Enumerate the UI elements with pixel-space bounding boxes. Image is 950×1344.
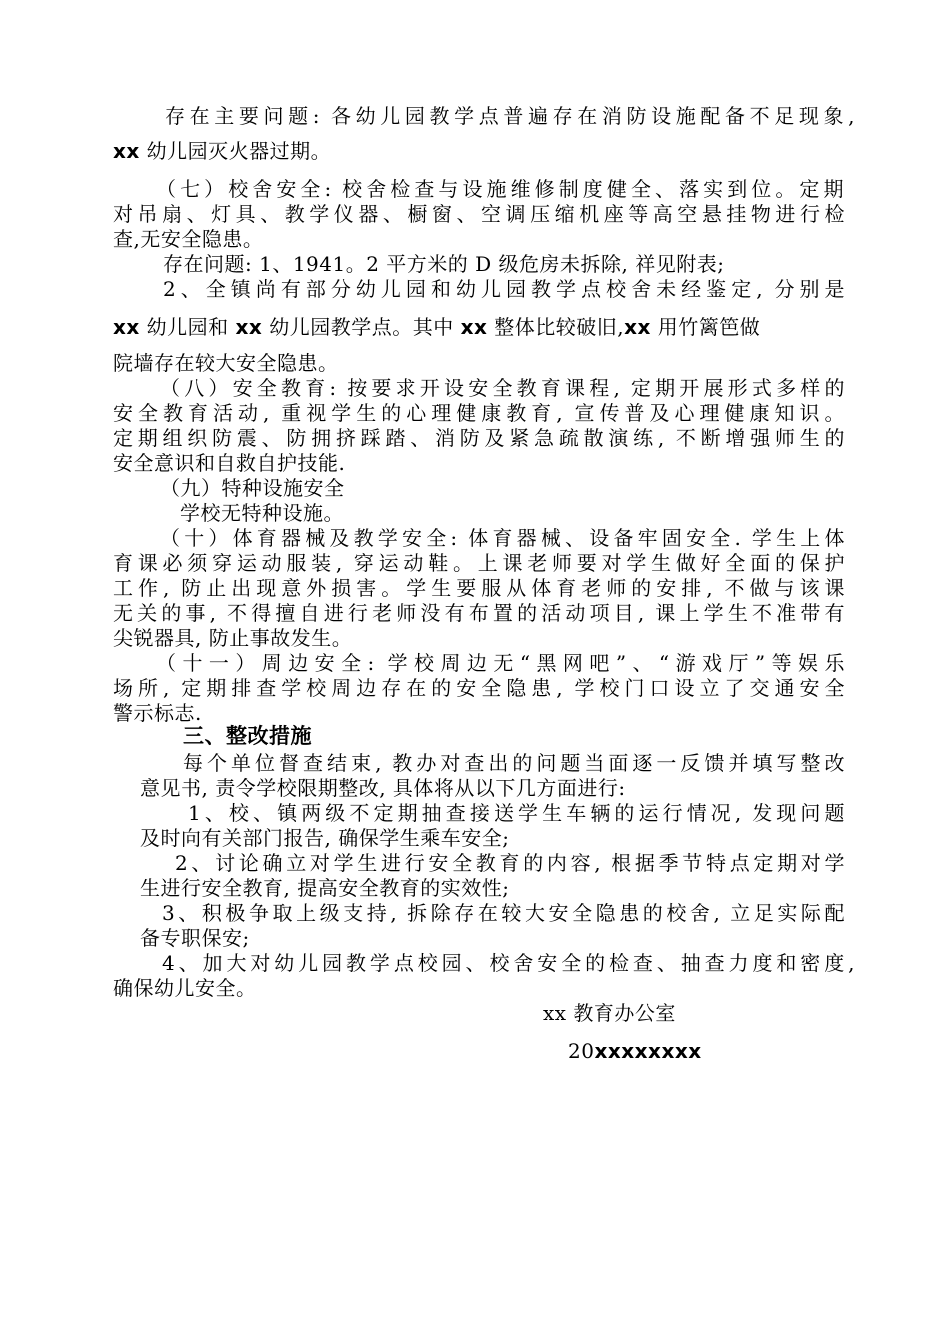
- paragraph-line: （八）安全教育: 按要求开设安全教育课程, 定期开展形式多样的: [160, 376, 845, 400]
- text-run: 幼儿园和: [139, 315, 236, 339]
- paragraph-line: 对吊扇、灯具、教学仪器、橱窗、空调压缩机座等高空悬挂物进行检: [113, 202, 845, 226]
- paragraph-line: 1、校、镇两级不定期抽查接送学生车辆的运行情况, 发现问题: [188, 801, 845, 825]
- masked-text: xx: [235, 315, 263, 339]
- signature-office: xx 教育办公室: [543, 1001, 676, 1025]
- paragraph-line: 2、讨论确立对学生进行安全教育的内容, 根据季节特点定期对学: [175, 851, 845, 875]
- paragraph-line: 查,无安全隐患。: [113, 227, 264, 251]
- paragraph-line: 2、全镇尚有部分幼儿园和幼儿园教学点校舍未经鉴定, 分别是: [163, 277, 845, 301]
- section-heading: （九）特种设施安全: [160, 476, 345, 500]
- section-heading: 三、整改措施: [183, 724, 312, 748]
- paragraph-line: （十一）周边安全: 学校周边无“黑网吧”、“游戏厅”等娱乐: [156, 651, 845, 675]
- paragraph-line: 院墙存在较大安全隐患。: [113, 351, 339, 375]
- text-run: 用竹篱笆做: [650, 315, 761, 339]
- masked-text: xx: [113, 139, 140, 163]
- paragraph-line: 备专职保安;: [140, 926, 250, 950]
- date-prefix: 20: [568, 1039, 595, 1063]
- masked-text: xx: [113, 315, 140, 339]
- paragraph-line: 育课必须穿运动服装, 穿运动鞋。上课老师要对学生做好全面的保护: [113, 551, 845, 575]
- paragraph-line: 每个单位督查结束, 教办对查出的问题当面逐一反馈并填写整改: [183, 751, 845, 775]
- masked-text: xx: [624, 315, 651, 339]
- paragraph-line: 及时向有关部门报告, 确保学生乘车安全;: [140, 826, 510, 850]
- paragraph-line: 学校无特种设施。: [180, 501, 344, 525]
- text-run: 幼儿园灭火器过期。: [139, 139, 332, 163]
- paragraph-line: 无关的事, 不得擅自进行老师没有布置的活动项目, 课上学生不准带有: [113, 601, 845, 625]
- paragraph-line: [113, 139, 331, 163]
- paragraph-line: 警示标志.: [113, 701, 202, 725]
- paragraph-line: 场所, 定期排查学校周边存在的安全隐患, 学校门口设立了交通安全: [113, 676, 845, 700]
- signature-date: [568, 1039, 702, 1063]
- paragraph-line: 生进行安全教育, 提高安全教育的实效性;: [140, 876, 510, 900]
- paragraph-line: 定期组织防震、防拥挤踩踏、消防及紧急疏散演练, 不断增强师生的: [113, 426, 845, 450]
- masked-text: xx: [460, 315, 488, 339]
- paragraph-line: 安全教育活动, 重视学生的心理健康教育, 宣传普及心理健康知识。: [113, 401, 845, 425]
- text-run: 整体比较破旧,: [487, 315, 625, 339]
- paragraph-line: 存在主要问题: 各幼儿园教学点普遍存在消防设施配备不足现象,: [165, 104, 855, 128]
- paragraph-line: 确保幼儿安全。: [113, 976, 257, 1000]
- paragraph-line: 4、加大对幼儿园教学点校园、校舍安全的检查、抽查力度和密度,: [162, 951, 855, 975]
- masked-text: xxxxxxxx: [594, 1039, 702, 1063]
- paragraph-line: （七）校舍安全: 校舍检查与设施维修制度健全、落实到位。定期: [156, 177, 844, 201]
- paragraph-line: （十）体育器械及教学安全: 体育器械、设备牢固安全. 学生上体: [160, 526, 845, 550]
- paragraph-line: 意见书, 责令学校限期整改, 具体将从以下几方面进行:: [140, 776, 626, 800]
- paragraph-line: 安全意识和自救自护技能.: [113, 451, 346, 475]
- paragraph-line: 存在问题: 1、1941。2 平方米的 D 级危房未拆除, 祥见附表;: [163, 252, 725, 276]
- paragraph-line: 尖锐器具, 防止事故发生。: [113, 626, 353, 650]
- text-run: 幼儿园教学点。其中: [262, 315, 461, 339]
- paragraph-line: 3、积极争取上级支持, 拆除存在较大安全隐患的校舍, 立足实际配: [162, 901, 845, 925]
- paragraph-line: 工作, 防止出现意外损害。学生要服从体育老师的安排, 不做与该课: [113, 576, 845, 600]
- paragraph-line: [113, 315, 760, 339]
